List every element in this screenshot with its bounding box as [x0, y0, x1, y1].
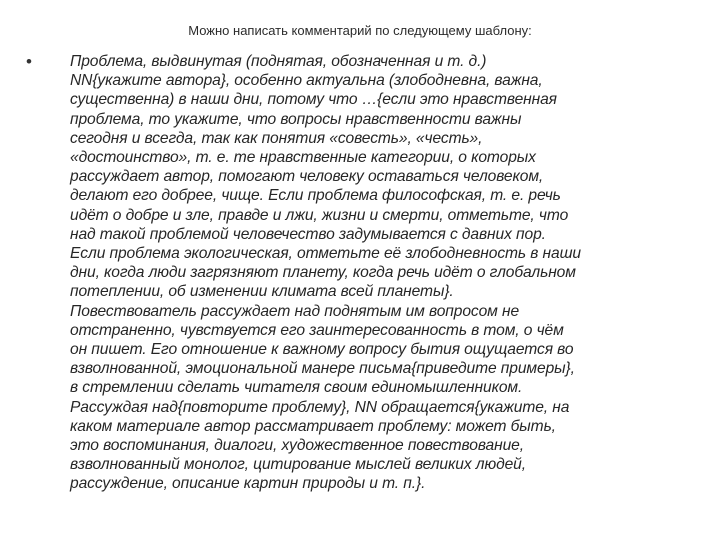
paragraph-line: рассуждает автор, помогают человеку оставаться человеком, — [70, 168, 544, 186]
paragraph-line: Проблема, выдвинутая (поднятая, обозначенная и т. д.) — [70, 53, 487, 70]
paragraph-line: дни, когда люди загрязняют планету, когда речь идёт о глобальном — [70, 264, 576, 282]
paragraph-line: взволнованной, эмоциональной манере письма{приведите примеры}, — [70, 360, 575, 378]
slide-title: Можно написать комментарий по следующему шаблону: — [188, 23, 532, 38]
paragraph-line: Рассуждая над{повторите проблему}, NN обращается{укажите, на — [70, 398, 570, 416]
paragraph-line: «достоинство», т. е. те нравственные категории, о которых — [70, 149, 536, 167]
paragraph-line: отстраненно, чувствуется его заинтересованность в том, о чём — [70, 321, 564, 339]
paragraph-line: Если проблема экологическая, отметьте её злободневность в наши — [70, 245, 582, 263]
paragraph-line: рассуждение, описание картин природы и т. п.}. — [70, 475, 426, 493]
paragraph-line: он пишет. Его отношение к важному вопросу бытия ощущается во — [70, 341, 574, 359]
paragraph-line: взволнованный монолог, цитирование мыслей великих людей, — [70, 456, 526, 474]
paragraph-line: это воспоминания, диалоги, художественное повествование, — [70, 437, 524, 455]
paragraph-line: NN{укажите автора}, особенно актуальна (злободневна, важна, — [70, 72, 543, 90]
paragraph-line: сегодня и всегда, так как понятия «совесть», «честь», — [70, 129, 483, 147]
paragraph-line: в стремлении сделать читателя своим единомышленником. — [70, 379, 523, 397]
paragraph-line: Повествователь рассуждает над поднятым им вопросом не — [70, 302, 520, 320]
paragraph-line: каком материале автор рассматривает проблему: может быть, — [70, 417, 556, 435]
paragraph-line: потеплении, об изменении климата всей планеты}. — [70, 283, 454, 301]
template-paragraph — [70, 52, 686, 494]
paragraph-line: делают его добрее, чище. Если проблема философская, т. е. речь — [70, 187, 561, 205]
paragraph-line: идёт о добре и зле, правде и лжи, жизни и смерти, отметьте, что — [70, 206, 569, 224]
bullet-item — [26, 52, 686, 494]
paragraph-line: над такой проблемой человечество задумывается с давних пор. — [70, 225, 546, 243]
paragraph-line: проблема, то укажите, что вопросы нравственности важны — [70, 110, 522, 128]
paragraph-line: существенна) в наши дни, потому что …{если это нравственная — [70, 91, 557, 109]
bullet-icon: • — [26, 52, 32, 71]
